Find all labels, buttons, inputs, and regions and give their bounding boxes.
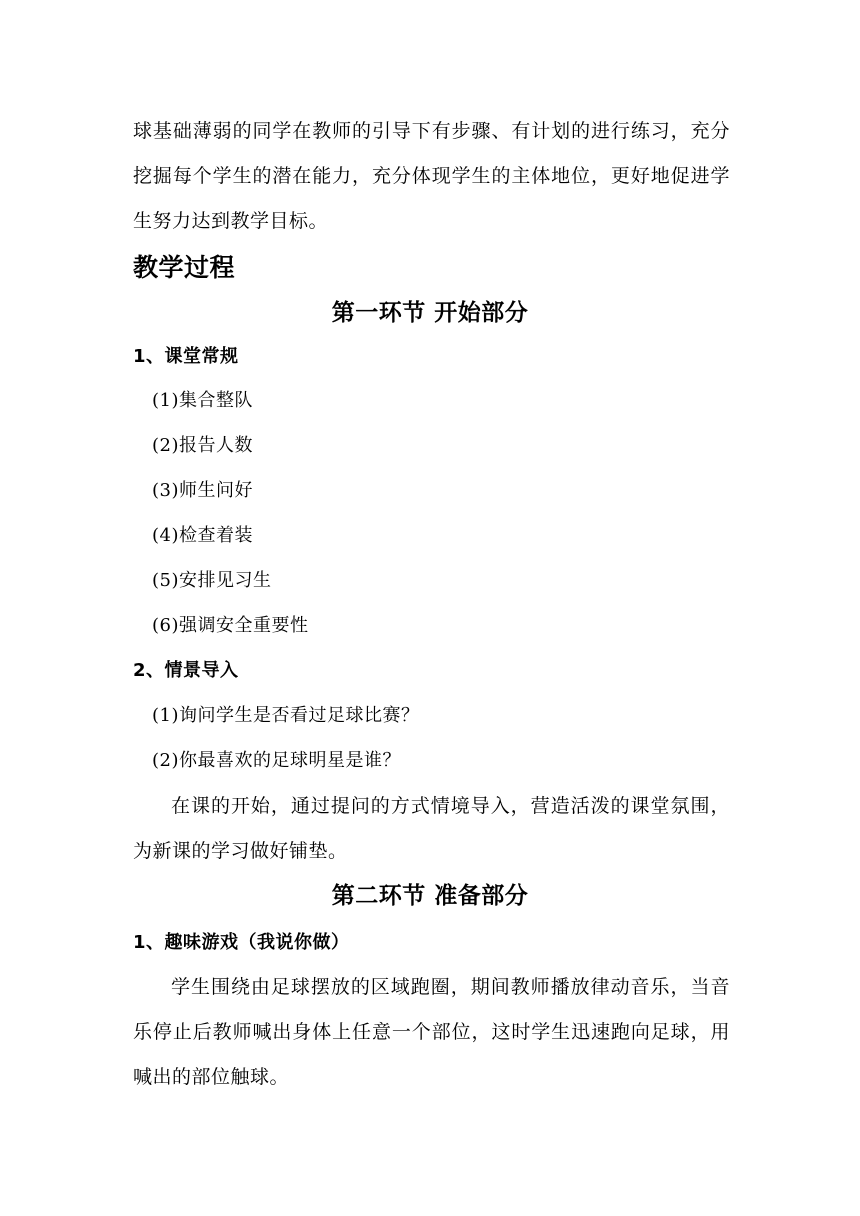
list-item: (4)检查着装: [152, 525, 253, 546]
intro-line-3: 生努力达到教学目标。: [133, 210, 329, 232]
section2-paragraph-line-1: 学生围绕由足球摆放的区域跑圈，期间教师播放律动音乐，当音: [171, 976, 730, 998]
section1-part2-heading: 2、情景导入: [133, 660, 239, 681]
section2-part1-heading: 1、趣味游戏（我说你做）: [133, 932, 350, 953]
section2-title: 第二环节 准备部分: [331, 883, 529, 909]
section1-part1-heading: 1、课堂常规: [133, 346, 239, 367]
section2-paragraph-line-3: 喊出的部位触球。: [133, 1066, 290, 1088]
list-item: (6)强调安全重要性: [152, 615, 309, 636]
list-item: (3)师生问好: [152, 480, 253, 501]
list-item: (5)安排见习生: [152, 570, 272, 591]
section1-paragraph-line-2: 为新课的学习做好铺垫。: [133, 840, 348, 862]
teaching-process-heading: 教学过程: [133, 253, 236, 282]
intro-line-1: 球基础薄弱的同学在教师的引导下有步骤、有计划的进行练习，充分: [133, 120, 730, 142]
list-item: (1)集合整队: [152, 390, 253, 411]
intro-line-2: 挖掘每个学生的潜在能力，充分体现学生的主体地位，更好地促进学: [133, 165, 730, 187]
section1-paragraph-line-1: 在课的开始，通过提问的方式情境导入，营造活泼的课堂氛围，: [171, 795, 730, 817]
list-item: (2)报告人数: [152, 435, 253, 456]
list-item: (1)询问学生是否看过足球比赛？: [152, 705, 420, 726]
list-item: (2)你最喜欢的足球明星是谁？: [152, 750, 401, 771]
section1-title: 第一环节 开始部分: [331, 300, 529, 326]
section2-paragraph-line-2: 乐停止后教师喊出身体上任意一个部位，这时学生迅速跑向足球，用: [133, 1021, 730, 1043]
